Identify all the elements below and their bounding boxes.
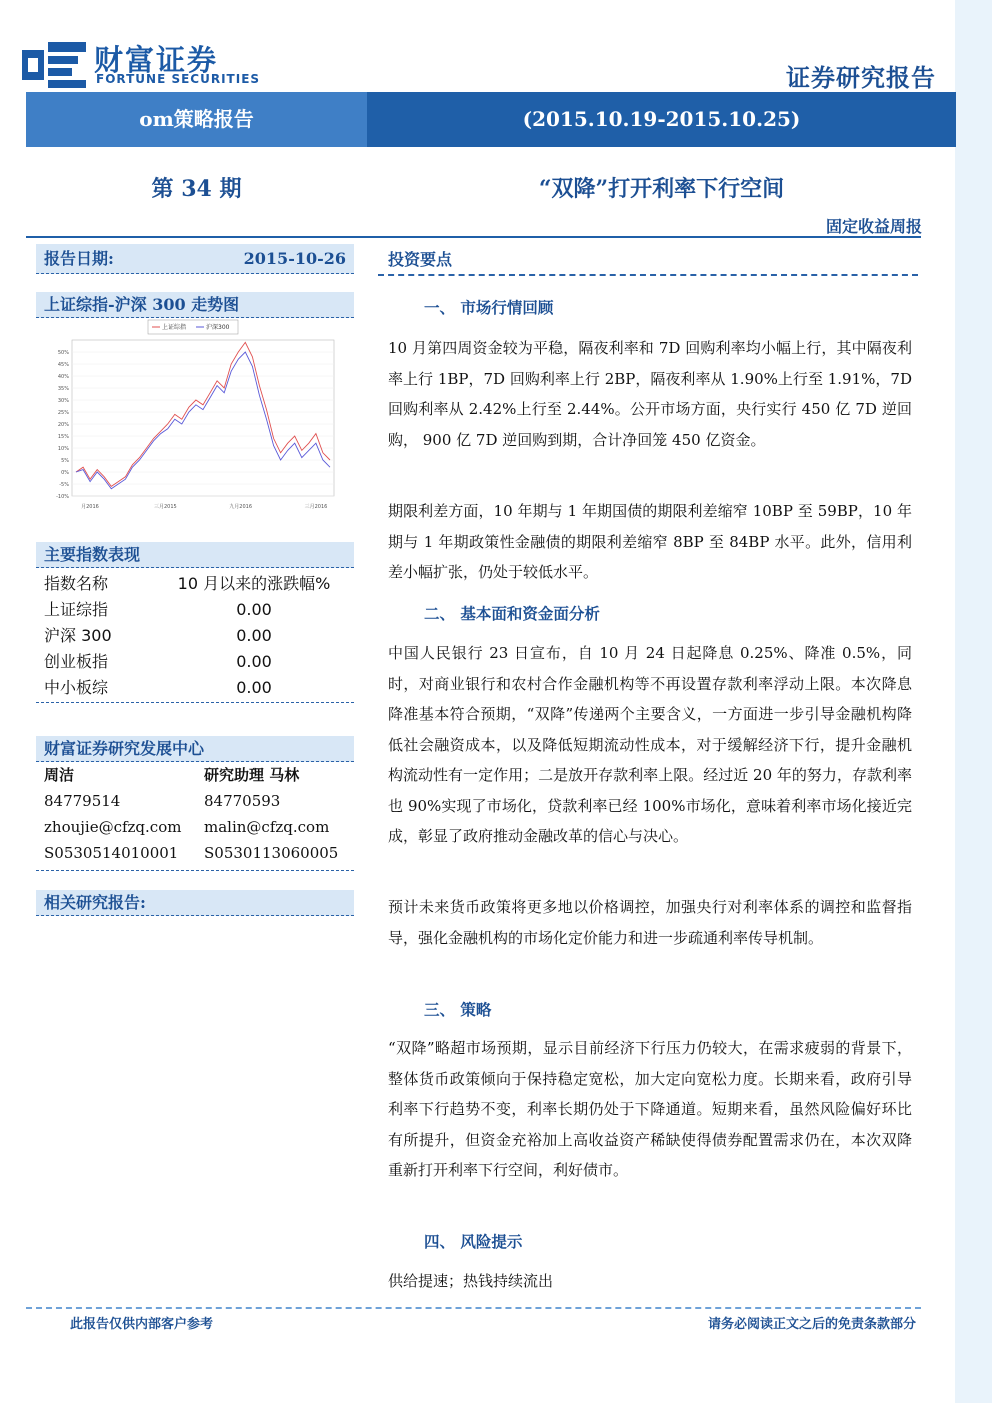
report-date-value: 2015-10-26 [243,249,346,268]
chart-title: 上证综指-沪深 300 走势图 [36,292,354,318]
table-cell: 0.00 [236,600,272,619]
performance-title: 主要指数表现 [36,542,354,568]
report-period: (2015.10.19-2015.10.25) [522,107,801,131]
y-tick-label: -5% [59,482,69,488]
table-cell: 上证综指 [44,600,109,619]
x-tick-label: 三月2016 [304,504,328,510]
report-date-label: 报告日期: [44,249,114,268]
table-header-cell: 指数名称 [44,574,109,593]
y-tick-label: 35% [57,386,69,392]
footer-disclaimer-right: 请务必阅读正文之后的免责条款部分 [707,1317,916,1332]
paragraph: 中国人民银行 23 日宣布，自 10 月 24 日起降息 0.25%、降准 0.5%，同时，对商业银行和农村合作金融机构等不再设置存款利率浮动上限。本次降息降准基本符合预期，“双降”传递两个主要含义，一方面进一步引导金融机构降低社会融资成本，以及降低短期流动性成本，对于缓解经济下行，提升金融机构流动性有一定作用；二是放开存款利率上限。经过近 20 年的努力，存款利率也 90%实现了市场化，贷款利率已经 100%市场化，意味着利率市场化接近完成，彰显了政府推动金融改革的信心与决心。 [388,644,912,845]
y-tick-label: 0% [61,470,69,476]
email-link[interactable]: malin@cfzq.com [204,818,330,836]
report-date-box [36,244,354,274]
divider [36,702,354,703]
y-tick-label: -10% [56,494,69,500]
table-cell: 沪深 300 [44,626,112,645]
table-row [44,623,344,649]
issue-number: 第 34 期 [151,176,242,202]
table-header-cell: 10 月以来的涨跌幅% [177,574,331,593]
section-heading: 二、 基本面和资金面分析 [424,604,600,623]
footer-divider [26,1307,921,1309]
table-cell: 0.00 [236,626,272,645]
y-tick-label: 50% [57,350,69,356]
key-points-title: 投资要点 [378,244,918,276]
paragraph: 供给提速；热钱持续流出 [388,1272,554,1290]
legend-label: 沪深300 [206,324,230,331]
x-tick-label: 九月2016 [229,504,253,510]
table-row [44,675,344,701]
y-tick-label: 30% [57,398,69,404]
contact-row [44,762,344,788]
x-tick-label: 月2016 [81,504,99,510]
y-tick-label: 10% [57,446,69,452]
section-heading: 三、 策略 [424,1000,492,1019]
header-divider [26,236,921,238]
y-tick-label: 40% [57,374,69,380]
contact-cell: 研究助理 马林 [204,766,300,784]
contact-cell: S0530514010001 [44,844,179,862]
y-tick-label: 20% [57,422,69,428]
legend-label: 上证综指 [162,324,187,331]
table-row [44,597,344,623]
section-heading: 四、 风险提示 [424,1232,523,1251]
paragraph: 10 月第四周资金较为平稳，隔夜利率和 7D 回购利率均小幅上行，其中隔夜利率上行 1BP，7D 回购利率上行 2BP，隔夜利率从 1.90%上行至 1.91%，7D 回购利率从 2.42%上行至 2.44%。公开市场方面，央行实行 450 亿 7D 逆回购， 900 亿 7D 逆回购到期，合计净回笼 450 亿资金。 [388,339,912,449]
table-cell: 0.00 [236,652,272,671]
logo-text-cn: 财富证券 [94,43,219,77]
contact-row [44,840,344,866]
table-cell: 0.00 [236,678,272,697]
paragraph: “双降”略超市场预期，显示目前经济下行压力仍较大，在需求疲弱的背景下，整体货币政策倾向于保持稳定宽松，加大定向宽松力度。长期来看，政府引导利率下行趋势不变，利率长期仍处于下降通道。短期来看，虽然风险偏好环比有所提升，但资金充裕加上高收益资产稀缺使得债券配置需求仍在，本次双降重新打开利率下行空间，利好债市。 [388,1039,912,1179]
paragraph: 期限利差方面，10 年期与 1 年期国债的期限利差缩窄 10BP 至 59BP，10 年期与 1 年期政策性金融债的期限利差缩窄 8BP 至 84BP 水平。此外，信用利差小幅扩张，仍处于较低水平。 [388,502,912,581]
contact-cell: 周洁 [44,766,75,784]
divider [36,870,354,871]
table-cell: 创业板指 [44,652,109,671]
fortune-logo-icon [22,42,86,88]
table-header-row [44,571,344,597]
index-trend-chart [36,318,354,522]
y-tick-label: 25% [57,410,69,416]
contact-table [44,762,344,866]
related-reports-title: 相关研究报告: [36,890,354,916]
y-tick-label: 5% [61,458,69,464]
logo-text-en: FORTUNE SECURITIES [96,72,261,86]
table-row [44,649,344,675]
contact-row [44,788,344,814]
report-subtitle: 固定收益周报 [825,217,922,236]
x-tick-label: 三月2015 [153,504,177,510]
table-cell: 中小板综 [44,678,109,697]
y-tick-label: 45% [57,362,69,368]
paragraph: 预计未来货币政策将更多地以价格调控，加强央行对利率体系的调控和监督指导，强化金融机构的市场化定价能力和进一步疏通利率传导机制。 [388,898,912,947]
contact-cell: S0530113060005 [204,844,339,862]
document-type: 证券研究报告 [786,63,936,92]
report-title: “双降”打开利率下行空间 [538,176,785,202]
email-link[interactable]: zhoujie@cfzq.com [44,818,182,836]
contact-cell: 84779514 [44,792,121,810]
plot-area [72,340,334,496]
footer-disclaimer-left: 此报告仅供内部客户参考 [70,1317,214,1332]
research-center-title: 财富证券研究发展中心 [36,736,354,762]
y-tick-label: 15% [57,434,69,440]
side-strip [955,0,992,1403]
section-heading: 一、 市场行情回顾 [424,298,554,317]
performance-table [44,571,344,701]
contact-cell: 84770593 [204,792,281,810]
report-category: om策略报告 [26,92,367,147]
contact-row [44,814,344,840]
